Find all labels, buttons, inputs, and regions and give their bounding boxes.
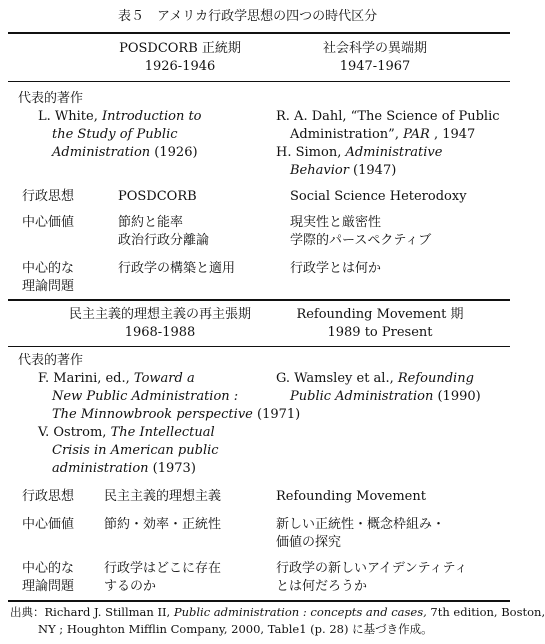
bottom-rule: [8, 600, 510, 602]
work-year: (1971): [252, 407, 301, 422]
work-text: V. Ostrom,: [38, 425, 111, 440]
work-year: (1990): [433, 389, 481, 404]
divider: [8, 346, 510, 347]
era3-heading: 民主主義的理想主義の再主張期: [68, 307, 251, 322]
work-title: Public Administration: [290, 389, 434, 404]
era4-thought: Refounding Movement: [276, 489, 426, 504]
work-title: New Public Administration :: [52, 389, 239, 404]
table-title: 表５ アメリカ行政学思想の四つの時代区分: [118, 9, 378, 24]
work-title: administration: [52, 461, 149, 476]
rep-works-label: 代表的著作: [18, 91, 84, 106]
era4-issue: とは何だろうか: [276, 579, 368, 594]
era1-value: 節約と能率: [118, 215, 184, 230]
issue-label: 理論問題: [22, 579, 75, 594]
top-rule: [8, 32, 510, 34]
work-title: Administration: [52, 145, 151, 160]
source-text: 出典：Richard J. Stillman II,: [10, 605, 174, 619]
era4-heading: Refounding Movement 期: [296, 307, 464, 322]
era3-years: 1968-1988: [124, 325, 196, 340]
work-year: (1926): [150, 145, 198, 160]
era2-thought: Social Science Heterodoxy: [290, 189, 467, 204]
work-year: (1947): [348, 163, 397, 178]
work-title: Toward a: [133, 371, 195, 386]
work-title: the Study of Public: [52, 127, 178, 142]
thought-label: 行政思想: [22, 489, 75, 504]
value-label: 中心価値: [22, 215, 75, 230]
era3-thought: 民主主義的理想主義: [104, 489, 222, 504]
issue-label: 中心的な: [22, 561, 75, 576]
era3-issue: 行政学はどこに存在: [104, 561, 222, 576]
era4-value: 価値の探究: [276, 535, 342, 550]
era1-thought: POSDCORB: [118, 189, 197, 204]
divider: [8, 81, 510, 82]
era2-value: 学際的パースペクティブ: [290, 233, 432, 248]
work-text: F. Marini, ed.,: [38, 371, 134, 386]
work-title: Behavior: [290, 163, 349, 178]
era2-value: 現実性と厳密性: [290, 215, 382, 230]
era1-issue: 行政学の構築と適用: [118, 261, 236, 276]
work-title: Refounding: [397, 371, 474, 386]
work-year: (1973): [148, 461, 196, 476]
source-text: NY ; Houghton Mifflin Company, 2000, Table1 (p. 28) に基づき作成。: [38, 622, 433, 636]
work-text: Administration”,: [290, 127, 404, 142]
era1-value: 政治行政分離論: [118, 233, 210, 248]
work-text: R. A. Dahl, “The Science of Public: [276, 109, 500, 124]
work-title: Administrative: [345, 145, 443, 160]
work-title: Crisis in American public: [52, 443, 219, 458]
issue-label: 理論問題: [22, 279, 75, 294]
era3-value: 節約・効率・正統性: [104, 517, 222, 532]
era4-years: 1989 to Present: [327, 325, 433, 340]
section-divider: [8, 299, 510, 301]
work-text: H. Simon,: [276, 145, 346, 160]
source-book-title: Public administration : concepts and cases,: [173, 605, 427, 619]
era2-years: 1947-1967: [339, 59, 411, 74]
source-text: 7th edition, Boston,: [426, 605, 545, 619]
work-title: The Intellectual: [110, 425, 215, 440]
era4-value: 新しい正統性・概念枠組み・: [276, 517, 446, 532]
thought-label: 行政思想: [22, 189, 75, 204]
era1-years: 1926-1946: [144, 59, 216, 74]
work-text: G. Wamsley et al.,: [276, 371, 398, 386]
value-label: 中心価値: [22, 517, 75, 532]
work-year: , 1947: [429, 127, 476, 142]
rep-works-label: 代表的著作: [18, 353, 84, 368]
era2-issue: 行政学とは何か: [290, 261, 382, 276]
issue-label: 中心的な: [22, 261, 75, 276]
work-title: Introduction to: [101, 109, 202, 124]
work-title: PAR: [403, 127, 430, 142]
era3-issue: するのか: [104, 579, 157, 594]
work-text: L. White,: [38, 109, 102, 124]
era4-issue: 行政学の新しいアイデンティティ: [276, 561, 468, 576]
era1-heading: POSDCORB 正統期: [119, 41, 241, 56]
work-title: The Minnowbrook perspective: [52, 407, 253, 422]
era2-heading: 社会科学の異端期: [322, 41, 427, 56]
